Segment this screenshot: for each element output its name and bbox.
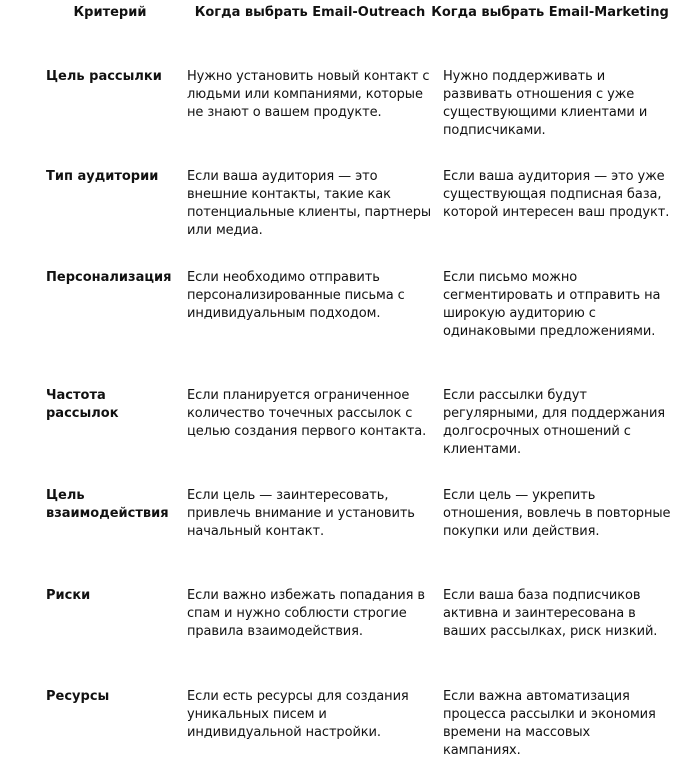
row-criterion: Тип аудитории — [46, 169, 159, 184]
row-marketing-cell: Если ваша база подписчиков активна и заинтересована в ваших рассылках, риск низкий. — [443, 588, 658, 639]
row-criterion: Цель взаимодействия — [46, 488, 169, 521]
header-criterion: Критерий — [73, 5, 147, 20]
row-criterion: Цель рассылки — [46, 69, 162, 84]
row-outreach-cell: Если необходимо отправить персонализированные письма с индивидуальным подходом. — [187, 270, 405, 321]
row-outreach-cell: Если планируется ограниченное количество точечных рассылок с целью создания первого контакта. — [187, 388, 427, 439]
row-marketing-cell: Если важна автоматизация процесса рассылки и экономия времени на массовых кампаниях. — [443, 689, 656, 758]
row-criterion: Персонализация — [46, 270, 172, 285]
row-marketing-cell: Если рассылки будут регулярными, для поддержания долгосрочных отношений с клиентами. — [443, 388, 666, 457]
row-marketing-cell: Если цель — укрепить отношения, вовлечь в повторные покупки или действия. — [443, 488, 671, 539]
row-criterion: Частота рассылок — [46, 388, 119, 421]
row-outreach-cell: Нужно установить новый контакт с людьми или компаниями, которые не знают о вашем продукте. — [187, 69, 430, 120]
row-outreach-cell: Если ваша аудитория — это внешние контакты, такие как потенциальные клиенты, партнеры или медиа. — [187, 169, 432, 238]
row-criterion: Риски — [46, 588, 91, 603]
row-outreach-cell: Если цель — заинтересовать, привлечь внимание и установить начальный контакт. — [187, 488, 415, 539]
row-marketing-cell: Если ваша аудитория — это уже существующая подписная база, которой интересен ваш продукт. — [443, 169, 670, 220]
row-marketing-cell: Если письмо можно сегментировать и отправить на широкую аудиторию с одинаковыми предложениями. — [443, 270, 661, 339]
row-criterion: Ресурсы — [46, 689, 110, 704]
row-outreach-cell: Если есть ресурсы для создания уникальных писем и индивидуальной настройки. — [187, 689, 409, 740]
header-marketing: Когда выбрать Email-Marketing — [431, 5, 669, 20]
row-marketing-cell: Нужно поддерживать и развивать отношения с уже существующими клиентами и подписчиками. — [443, 69, 648, 138]
row-outreach-cell: Если важно избежать попадания в спам и нужно соблюсти строгие правила взаимодействия. — [187, 588, 425, 639]
header-outreach: Когда выбрать Email-Outreach — [194, 5, 426, 20]
